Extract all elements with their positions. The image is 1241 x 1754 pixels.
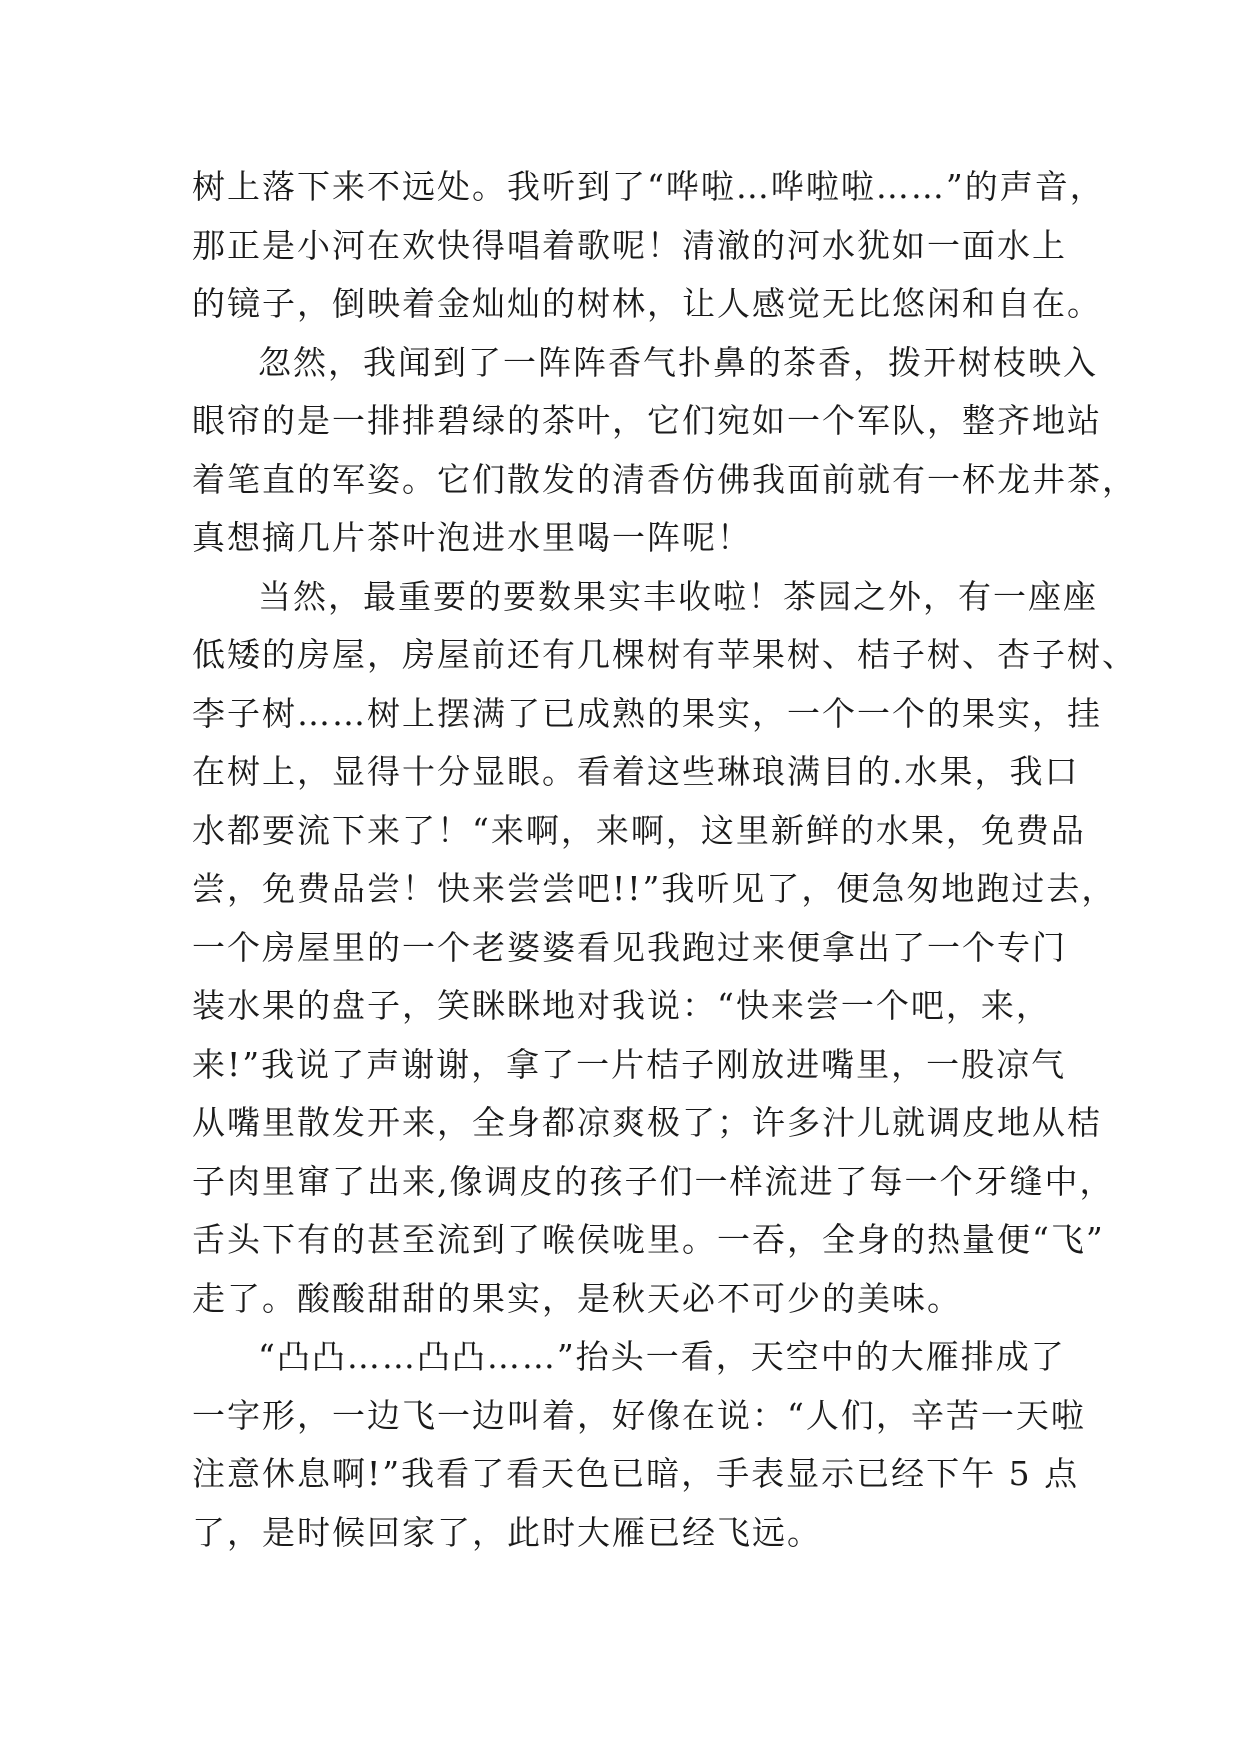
text-line: 来!”我说了声谢谢，拿了一片桔子刚放进嘴里，一股凉气	[192, 1044, 1067, 1084]
text-line: 了，是时候回家了，此时大雁已经飞远。	[192, 1512, 822, 1552]
paragraph-first-line: “凸凸……凸凸……”抬头一看，天空中的大雁排成了	[258, 1337, 1066, 1376]
text-line: 子肉里窜了出来,像调皮的孩子们一样流进了每一个牙缝中，	[192, 1161, 1115, 1201]
text-line: 注意休息啊!”我看了看天色已暗，手表显示已经下午 5 点	[192, 1454, 1080, 1493]
text-line: 从嘴里散发开来，全身都凉爽极了；许多汁儿就调皮地从桔	[192, 1103, 1102, 1142]
text-line: 着笔直的军姿。它们散发的清香仿佛我面前就有一杯龙井茶，	[192, 459, 1137, 499]
text-line: 在树上，显得十分显眼。看着这些琳琅满目的.水果，我口	[192, 752, 1080, 791]
text-line: 低矮的房屋，房屋前还有几棵树有苹果树、桔子树、杏子树、	[192, 635, 1137, 674]
text-line: 尝，免费品尝！快来尝尝吧!!”我听见了，便急匆地跑过去，	[192, 869, 1117, 908]
text-line: 舌头下有的甚至流到了喉侯咙里。一吞，全身的热量便“飞”	[192, 1220, 1105, 1259]
text-line: 一字形，一边飞一边叫着，好像在说：“人们，辛苦一天啦	[192, 1395, 1086, 1435]
paragraph-first-line: 当然，最重要的要数果实丰收啦！茶园之外，有一座座	[258, 576, 1098, 616]
text-line: 的镜子，倒映着金灿灿的树林，让人感觉无比悠闲和自在。	[192, 284, 1102, 323]
text-line: 一个房屋里的一个老婆婆看见我跑过来便拿出了一个专门	[192, 927, 1067, 967]
text-line: 树上落下来不远处。我听到了“哗啦…哗啦啦……”的声音，	[192, 167, 1105, 206]
paragraph-first-line: 忽然，我闻到了一阵阵香气扑鼻的茶香，拨开树枝映入	[258, 342, 1098, 382]
text-line: 那正是小河在欢快得唱着歌呢！清澈的河水犹如一面水上	[192, 225, 1067, 265]
text-line: 眼帘的是一排排碧绿的茶叶，它们宛如一个军队，整齐地站	[192, 401, 1102, 440]
text-line: 水都要流下来了！“来啊，来啊，这里新鲜的水果，免费品	[192, 810, 1086, 850]
text-line: 真想摘几片茶叶泡进水里喝一阵呢！	[192, 518, 752, 557]
text-line: 装水果的盘子，笑眯眯地对我说：“快来尝一个吧，来，	[192, 986, 1051, 1025]
body-text	[192, 158, 1137, 1562]
text-line: 李子树……树上摆满了已成熟的果实，一个一个的果实，挂	[192, 693, 1102, 733]
text-line: 走了。酸酸甜甜的果实，是秋天必不可少的美味。	[192, 1278, 962, 1318]
